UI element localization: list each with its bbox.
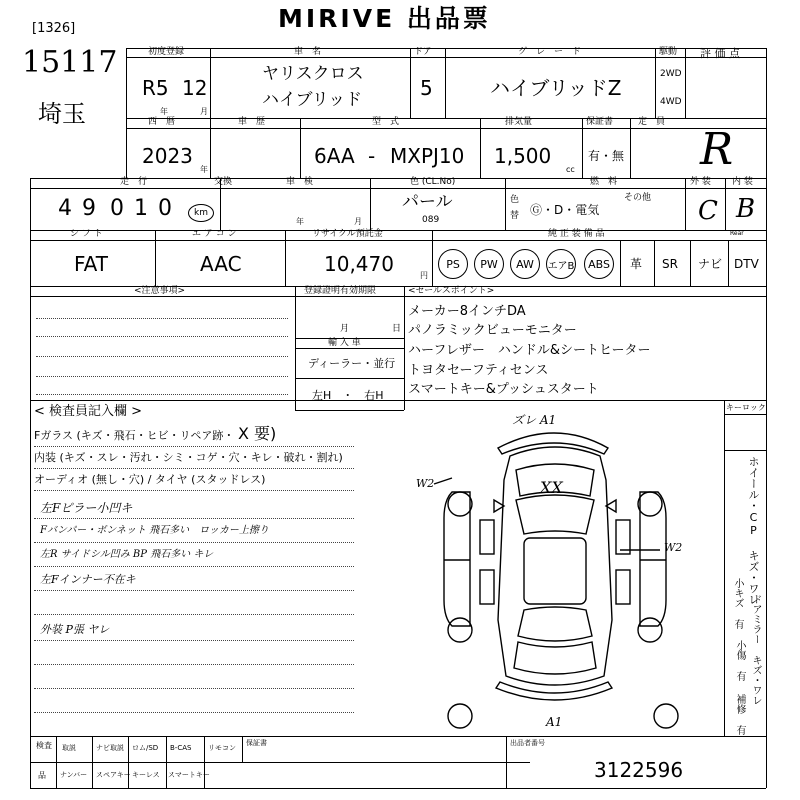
label-meter-swap: 交換 xyxy=(214,177,233,187)
footer-item: ナビ取説 xyxy=(96,744,124,752)
footer-label-check: 検査 xyxy=(36,741,52,750)
label-sales-points: <セールスポイント> xyxy=(408,286,495,296)
label-exterior: 外 装 xyxy=(690,177,711,187)
equip-aw: AW xyxy=(510,249,540,279)
mileage-digit: 9 xyxy=(82,196,96,221)
label-aircon: エ ア コ ン xyxy=(192,229,237,239)
model-dash: - xyxy=(368,144,376,168)
contract-number: 3122596 xyxy=(594,758,684,782)
footer-item: 保証書 xyxy=(246,739,267,747)
side-note: 小傷 有 xyxy=(734,640,745,681)
exterior-grade: C xyxy=(698,196,718,226)
footer-item: 取説 xyxy=(62,744,76,752)
footer-item: B-CAS xyxy=(170,744,192,752)
equip-ps: PS xyxy=(438,249,468,279)
import-handle: 左H ・ 右H xyxy=(312,389,384,402)
label-key-lock: キーロック xyxy=(726,403,766,412)
reg-day: 日 xyxy=(392,324,402,334)
label-car-name: 車 名 xyxy=(294,47,322,57)
hand-note: 左Fインナー不在キ xyxy=(40,573,136,586)
label-reg-expiry: 登録證明有効期限 xyxy=(304,286,377,296)
label-notes: <注意事項> xyxy=(134,286,186,296)
label-warranty: 保証書 xyxy=(586,117,614,127)
mileage-digits xyxy=(58,198,188,222)
side-note: 小キズ 有 xyxy=(732,578,743,629)
aircon-value: AAC xyxy=(200,252,242,276)
inspector-audio: オーディオ (無し・穴) / タイヤ (スタッドレス) xyxy=(34,473,266,486)
contract-label: 出品者番号 xyxy=(510,739,545,747)
label-recycle: リサイクル預託金 xyxy=(312,229,383,239)
mark-right: W2 xyxy=(664,541,683,554)
mark-front: ズレ A1 xyxy=(512,413,557,427)
footer-item: リモコン xyxy=(208,744,236,752)
lot-number: 15117 xyxy=(22,45,118,80)
year-value: 2023 xyxy=(142,144,193,168)
equip-leather: 革 xyxy=(630,257,643,271)
label-equipment: 純 正 装 備 品 xyxy=(548,229,605,239)
label-color: 色 (CL.No) xyxy=(410,177,456,187)
drive-2wd: 2WD xyxy=(660,69,682,79)
hand-note: 左R サイドシル凹み BP 飛石多い キレ xyxy=(40,549,214,560)
mileage-digit: 0 xyxy=(110,196,124,221)
equip-abs: ABS xyxy=(584,249,614,279)
footer-item: キーレス xyxy=(132,771,160,779)
model-code: MXPJ10 xyxy=(390,144,465,168)
inspector-glass-mark: X 要) xyxy=(238,424,277,443)
label-displacement: 排気量 xyxy=(505,117,533,127)
mileage-digit: 4 xyxy=(58,196,72,221)
side-note: 補修 有 xyxy=(734,694,745,735)
first-reg-era: R5 xyxy=(142,76,169,100)
displacement-value: 1,500 xyxy=(494,144,552,168)
label-chassis: 車 歴 xyxy=(238,117,266,127)
label-grade: グ レ ー ド xyxy=(518,47,582,57)
car-name-line1: ヤリスクロス xyxy=(262,64,364,84)
footer-item: ロム/SD xyxy=(132,744,159,752)
mark-left: W2 xyxy=(416,477,435,490)
label-interior: 内 装 xyxy=(732,177,753,187)
sales-point: ハーフレザー ハンドル&シートヒーター xyxy=(408,343,651,358)
label-inspection: 車 検 xyxy=(286,177,314,187)
color-no: 089 xyxy=(422,215,440,225)
hand-note: 外装 P張 ヤレ xyxy=(40,623,110,636)
first-reg-month: 12 xyxy=(182,76,208,100)
color-value: パール xyxy=(402,192,453,212)
doors-value: 5 xyxy=(420,76,433,100)
mileage-digit: 1 xyxy=(134,196,148,221)
page-title: MIRIVE 出品票 xyxy=(278,4,491,33)
grade-value: ハイブリッドZ xyxy=(490,76,622,100)
sales-point: スマートキー&プッシュスタート xyxy=(408,382,599,397)
replace-mark: 替 xyxy=(510,211,520,221)
recycle-unit: 円 xyxy=(420,271,428,280)
inspection-month: 月 xyxy=(354,217,362,226)
color-mark: 色 xyxy=(510,195,520,205)
label-inspector: < 検査員記入欄 > xyxy=(34,404,143,419)
footer-label-item: 品 xyxy=(38,771,46,780)
equip-dtv: DTV xyxy=(734,257,759,271)
mileage-unit-circle xyxy=(188,204,214,222)
mark-center: XX xyxy=(540,478,563,497)
footer-item: スペアキー xyxy=(96,771,131,779)
model-prefix: 6AA xyxy=(314,144,355,168)
mileage-digit: 0 xyxy=(158,196,172,221)
displacement-unit: cc xyxy=(566,165,575,174)
reg-month: 月 xyxy=(340,324,350,334)
label-shift: シ フ ト xyxy=(70,229,103,239)
inspection-year: 年 xyxy=(296,217,304,226)
hand-note: 左Fピラー小凹キ xyxy=(40,501,133,515)
sales-point: メーカー8インチDA xyxy=(408,304,526,319)
first-reg-sub: 年 月 xyxy=(160,107,208,116)
label-model: 型 式 xyxy=(372,117,400,127)
label-western-year: 西 暦 xyxy=(148,117,176,127)
interior-grade: B xyxy=(736,194,756,224)
hand-note: Fバンパー・ボンネット 飛石多い ロッカー上擦り xyxy=(40,525,269,536)
rating-value: R xyxy=(700,124,734,175)
footer-item: スマートキー xyxy=(168,771,210,779)
label-first-reg: 初度登録 xyxy=(148,47,185,57)
mileage-unit: km xyxy=(194,208,208,218)
label-rating: 評 価 点 xyxy=(700,47,740,60)
lot-id: [1326] xyxy=(32,21,76,36)
inspector-interior: 内装 (キズ・スレ・汚れ・シミ・コゲ・穴・キレ・破れ・割れ) xyxy=(34,451,343,464)
equip-airbag: エアB xyxy=(546,249,576,279)
equip-pw: PW xyxy=(474,249,504,279)
footer-item: ナンバー xyxy=(60,771,88,779)
label-import: 輸 入 車 xyxy=(328,338,361,348)
equip-navi: ナビ xyxy=(698,257,723,271)
recycle-value: 10,470 xyxy=(324,252,394,276)
label-drive: 駆動 xyxy=(659,47,678,57)
label-rear: Rear xyxy=(730,230,744,237)
fuel-options: Ⓖ・D・電気 xyxy=(530,203,600,217)
import-dealer: ディーラー・並行 xyxy=(308,357,396,370)
label-fuel: 燃 料 xyxy=(590,177,618,187)
shift-value: FAT xyxy=(74,252,109,276)
label-capacity: 定 員 xyxy=(638,117,666,127)
sales-point: パノラミックビューモニター xyxy=(408,323,577,338)
side-note: ドアミラー キズ・ワレ xyxy=(750,594,761,705)
drive-4wd: 4WD xyxy=(660,97,682,107)
location: 埼玉 xyxy=(38,100,86,128)
label-doors: ドア xyxy=(414,47,432,57)
sales-point: トヨタセーフティセンス xyxy=(408,363,549,378)
fuel-other: その他 xyxy=(624,193,652,203)
inspector-glass: Fガラス (キズ・飛石・ヒビ・リペア跡・ xyxy=(34,429,235,442)
side-note: ホイール・CP キズ・ワレ xyxy=(747,456,760,605)
equip-sunroof: SR xyxy=(662,257,678,271)
car-name-line2: ハイブリッド xyxy=(262,90,363,110)
mark-rear: A1 xyxy=(546,715,563,729)
year-suffix: 年 xyxy=(200,165,208,174)
warranty-value: 有・無 xyxy=(588,149,625,163)
label-mileage: 走 行 xyxy=(120,177,148,187)
